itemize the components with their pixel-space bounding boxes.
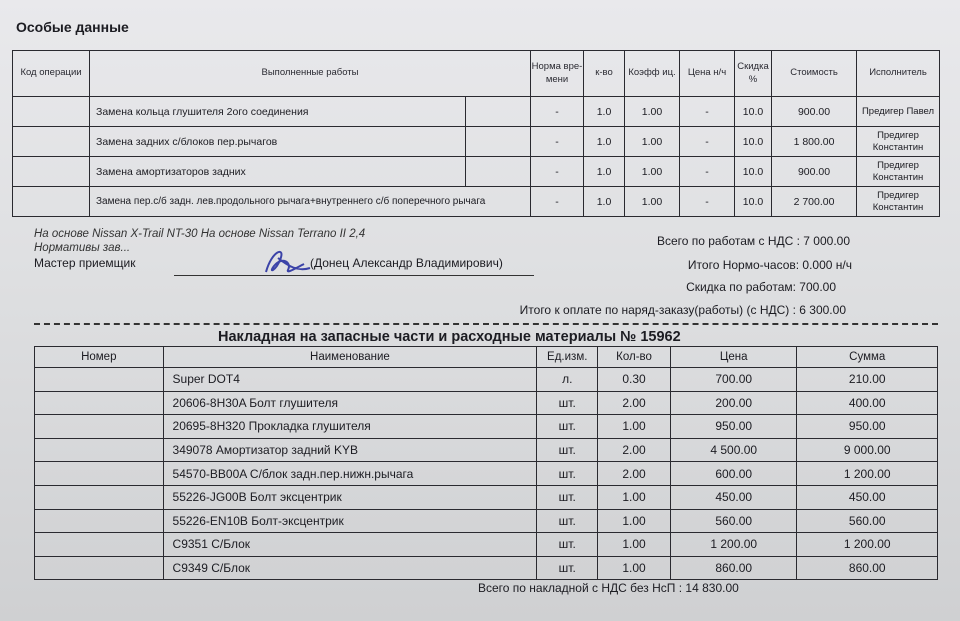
part-sum: 860.00 xyxy=(797,556,938,580)
part-price: 600.00 xyxy=(670,462,797,486)
signature-line xyxy=(174,275,534,276)
executor-cell: Предигер Павел xyxy=(857,97,940,127)
header-price: Цена xyxy=(670,347,797,368)
part-name: 54570-BB00A С/блок задн.пер.нижн.рычага xyxy=(163,462,537,486)
basis-note: На основе Nissan X-Trail NT-30 На основе Nissan Terrano II 2,4 xyxy=(34,228,366,240)
part-unit: л. xyxy=(537,368,598,392)
norm-cell: - xyxy=(531,157,584,187)
qty-cell: 1.0 xyxy=(584,157,625,187)
part-qty: 1.00 xyxy=(598,485,671,509)
signature xyxy=(258,244,318,280)
part-name: 20695-8H320 Прокладка глушителя xyxy=(163,415,537,439)
cost-cell: 1 800.00 xyxy=(772,127,857,157)
norm-cell: - xyxy=(531,127,584,157)
blank-cell xyxy=(466,97,531,127)
executor-cell: Предигер Константин xyxy=(857,187,940,217)
table-row xyxy=(13,187,940,217)
part-unit: шт. xyxy=(537,438,598,462)
table-row xyxy=(35,533,938,557)
coef-cell: 1.00 xyxy=(625,97,680,127)
qty-cell: 1.0 xyxy=(584,127,625,157)
part-unit: шт. xyxy=(537,556,598,580)
part-sum: 1 200.00 xyxy=(797,533,938,557)
table-row xyxy=(35,509,938,533)
blank-cell xyxy=(466,157,531,187)
part-unit: шт. xyxy=(537,485,598,509)
part-unit: шт. xyxy=(537,391,598,415)
table-row xyxy=(35,485,938,509)
table-row xyxy=(35,391,938,415)
cost-cell: 2 700.00 xyxy=(772,187,857,217)
part-unit: шт. xyxy=(537,415,598,439)
header-price: Цена н/ч xyxy=(680,51,735,97)
table-row xyxy=(35,462,938,486)
part-sum: 210.00 xyxy=(797,368,938,392)
norms-note: Нормативы зав... xyxy=(34,242,131,254)
part-qty: 1.00 xyxy=(598,415,671,439)
part-sum: 1 200.00 xyxy=(797,462,938,486)
work-name: Замена задних с/блоков пер.рычагов xyxy=(90,127,466,157)
norm-cell: - xyxy=(531,187,584,217)
header-work: Выполненные работы xyxy=(90,51,531,97)
op-code-cell xyxy=(13,157,90,187)
op-code-cell xyxy=(13,127,90,157)
header-qty: Кол-во xyxy=(598,347,671,368)
part-price: 200.00 xyxy=(670,391,797,415)
part-name: 20606-8H30A Болт глушителя xyxy=(163,391,537,415)
part-sum: 9 000.00 xyxy=(797,438,938,462)
part-name: C9349 С/Блок xyxy=(163,556,537,580)
invoice-title: Накладная на запасные части и расходные материалы № 15962 xyxy=(218,329,681,345)
blank-cell xyxy=(466,127,531,157)
part-number xyxy=(35,485,164,509)
part-price: 560.00 xyxy=(670,509,797,533)
part-number xyxy=(35,462,164,486)
part-qty: 2.00 xyxy=(598,391,671,415)
parts-table xyxy=(34,346,938,580)
part-unit: шт. xyxy=(537,533,598,557)
header-norm: Норма вре-мени xyxy=(531,51,584,97)
price-cell: - xyxy=(680,187,735,217)
works-table xyxy=(12,50,940,217)
table-row xyxy=(35,415,938,439)
part-name: 55226-JG00B Болт эксцентрик xyxy=(163,485,537,509)
price-cell: - xyxy=(680,97,735,127)
table-row xyxy=(13,157,940,187)
header-discount: Скидка % xyxy=(735,51,772,97)
op-code-cell xyxy=(13,97,90,127)
part-price: 950.00 xyxy=(670,415,797,439)
part-number xyxy=(35,556,164,580)
part-sum: 400.00 xyxy=(797,391,938,415)
part-price: 860.00 xyxy=(670,556,797,580)
part-price: 700.00 xyxy=(670,368,797,392)
part-name: C9351 С/Блок xyxy=(163,533,537,557)
cost-cell: 900.00 xyxy=(772,97,857,127)
part-number xyxy=(35,391,164,415)
executor-cell: Предигер Константин xyxy=(857,157,940,187)
table-row xyxy=(35,556,938,580)
table-row xyxy=(35,368,938,392)
part-price: 4 500.00 xyxy=(670,438,797,462)
table-row xyxy=(13,127,940,157)
part-unit: шт. xyxy=(537,462,598,486)
master-name: (Донец Александр Владимирович) xyxy=(310,256,503,270)
op-code-cell xyxy=(13,187,90,217)
header-cost: Стоимость xyxy=(772,51,857,97)
discount-cell: 10.0 xyxy=(735,157,772,187)
header-coef: Коэфф иц. xyxy=(625,51,680,97)
part-qty: 1.00 xyxy=(598,509,671,533)
part-name: 349078 Амортизатор задний KYB xyxy=(163,438,537,462)
work-name: Замена пер.с/б задн. лев.продольного рычага+внутреннего с/б поперечного рычага xyxy=(90,187,531,217)
part-number xyxy=(35,438,164,462)
works-discount: Скидка по работам: 700.00 xyxy=(686,280,836,294)
table-row xyxy=(35,438,938,462)
header-unit: Ед.изм. xyxy=(537,347,598,368)
norm-hours-total: Итого Нормо-часов: 0.000 н/ч xyxy=(687,258,852,272)
part-price: 1 200.00 xyxy=(670,533,797,557)
master-label: Мастер приемщик xyxy=(34,256,136,270)
part-name: 55226-EN10B Болт-эксцентрик xyxy=(163,509,537,533)
dashed-divider xyxy=(34,323,938,325)
header-name: Наименование xyxy=(163,347,537,368)
part-number xyxy=(35,509,164,533)
part-unit: шт. xyxy=(537,509,598,533)
total-to-pay: Итого к оплате по наряд-заказу(работы) (с НДС) : 6 300.00 xyxy=(519,303,846,317)
section-title: Особые данные xyxy=(16,19,129,35)
part-qty: 1.00 xyxy=(598,556,671,580)
cost-cell: 900.00 xyxy=(772,157,857,187)
works-total-vat: Всего по работам с НДС : 7 000.00 xyxy=(656,234,850,248)
price-cell: - xyxy=(680,157,735,187)
qty-cell: 1.0 xyxy=(584,97,625,127)
coef-cell: 1.00 xyxy=(625,187,680,217)
part-qty: 2.00 xyxy=(598,462,671,486)
part-sum: 950.00 xyxy=(797,415,938,439)
part-qty: 1.00 xyxy=(598,533,671,557)
part-number xyxy=(35,533,164,557)
header-number: Номер xyxy=(35,347,164,368)
table-row xyxy=(13,97,940,127)
part-name: Super DOT4 xyxy=(163,368,537,392)
norm-cell: - xyxy=(531,97,584,127)
coef-cell: 1.00 xyxy=(625,157,680,187)
part-price: 450.00 xyxy=(670,485,797,509)
discount-cell: 10.0 xyxy=(735,127,772,157)
price-cell: - xyxy=(680,127,735,157)
header-sum: Сумма xyxy=(797,347,938,368)
header-qty: к-во xyxy=(584,51,625,97)
qty-cell: 1.0 xyxy=(584,187,625,217)
discount-cell: 10.0 xyxy=(735,187,772,217)
work-name: Замена кольца глушителя 2ого соединения xyxy=(90,97,466,127)
discount-cell: 10.0 xyxy=(735,97,772,127)
header-code: Код операции xyxy=(13,51,90,97)
work-name: Замена амортизаторов задних xyxy=(90,157,466,187)
part-qty: 0.30 xyxy=(598,368,671,392)
part-sum: 450.00 xyxy=(797,485,938,509)
part-qty: 2.00 xyxy=(598,438,671,462)
coef-cell: 1.00 xyxy=(625,127,680,157)
part-number xyxy=(35,368,164,392)
part-number xyxy=(35,415,164,439)
invoice-grand-total: Всего по накладной с НДС без НсП : 14 830.00 xyxy=(478,581,739,595)
executor-cell: Предигер Константин xyxy=(857,127,940,157)
part-sum: 560.00 xyxy=(797,509,938,533)
header-executor: Исполнитель xyxy=(857,51,940,97)
